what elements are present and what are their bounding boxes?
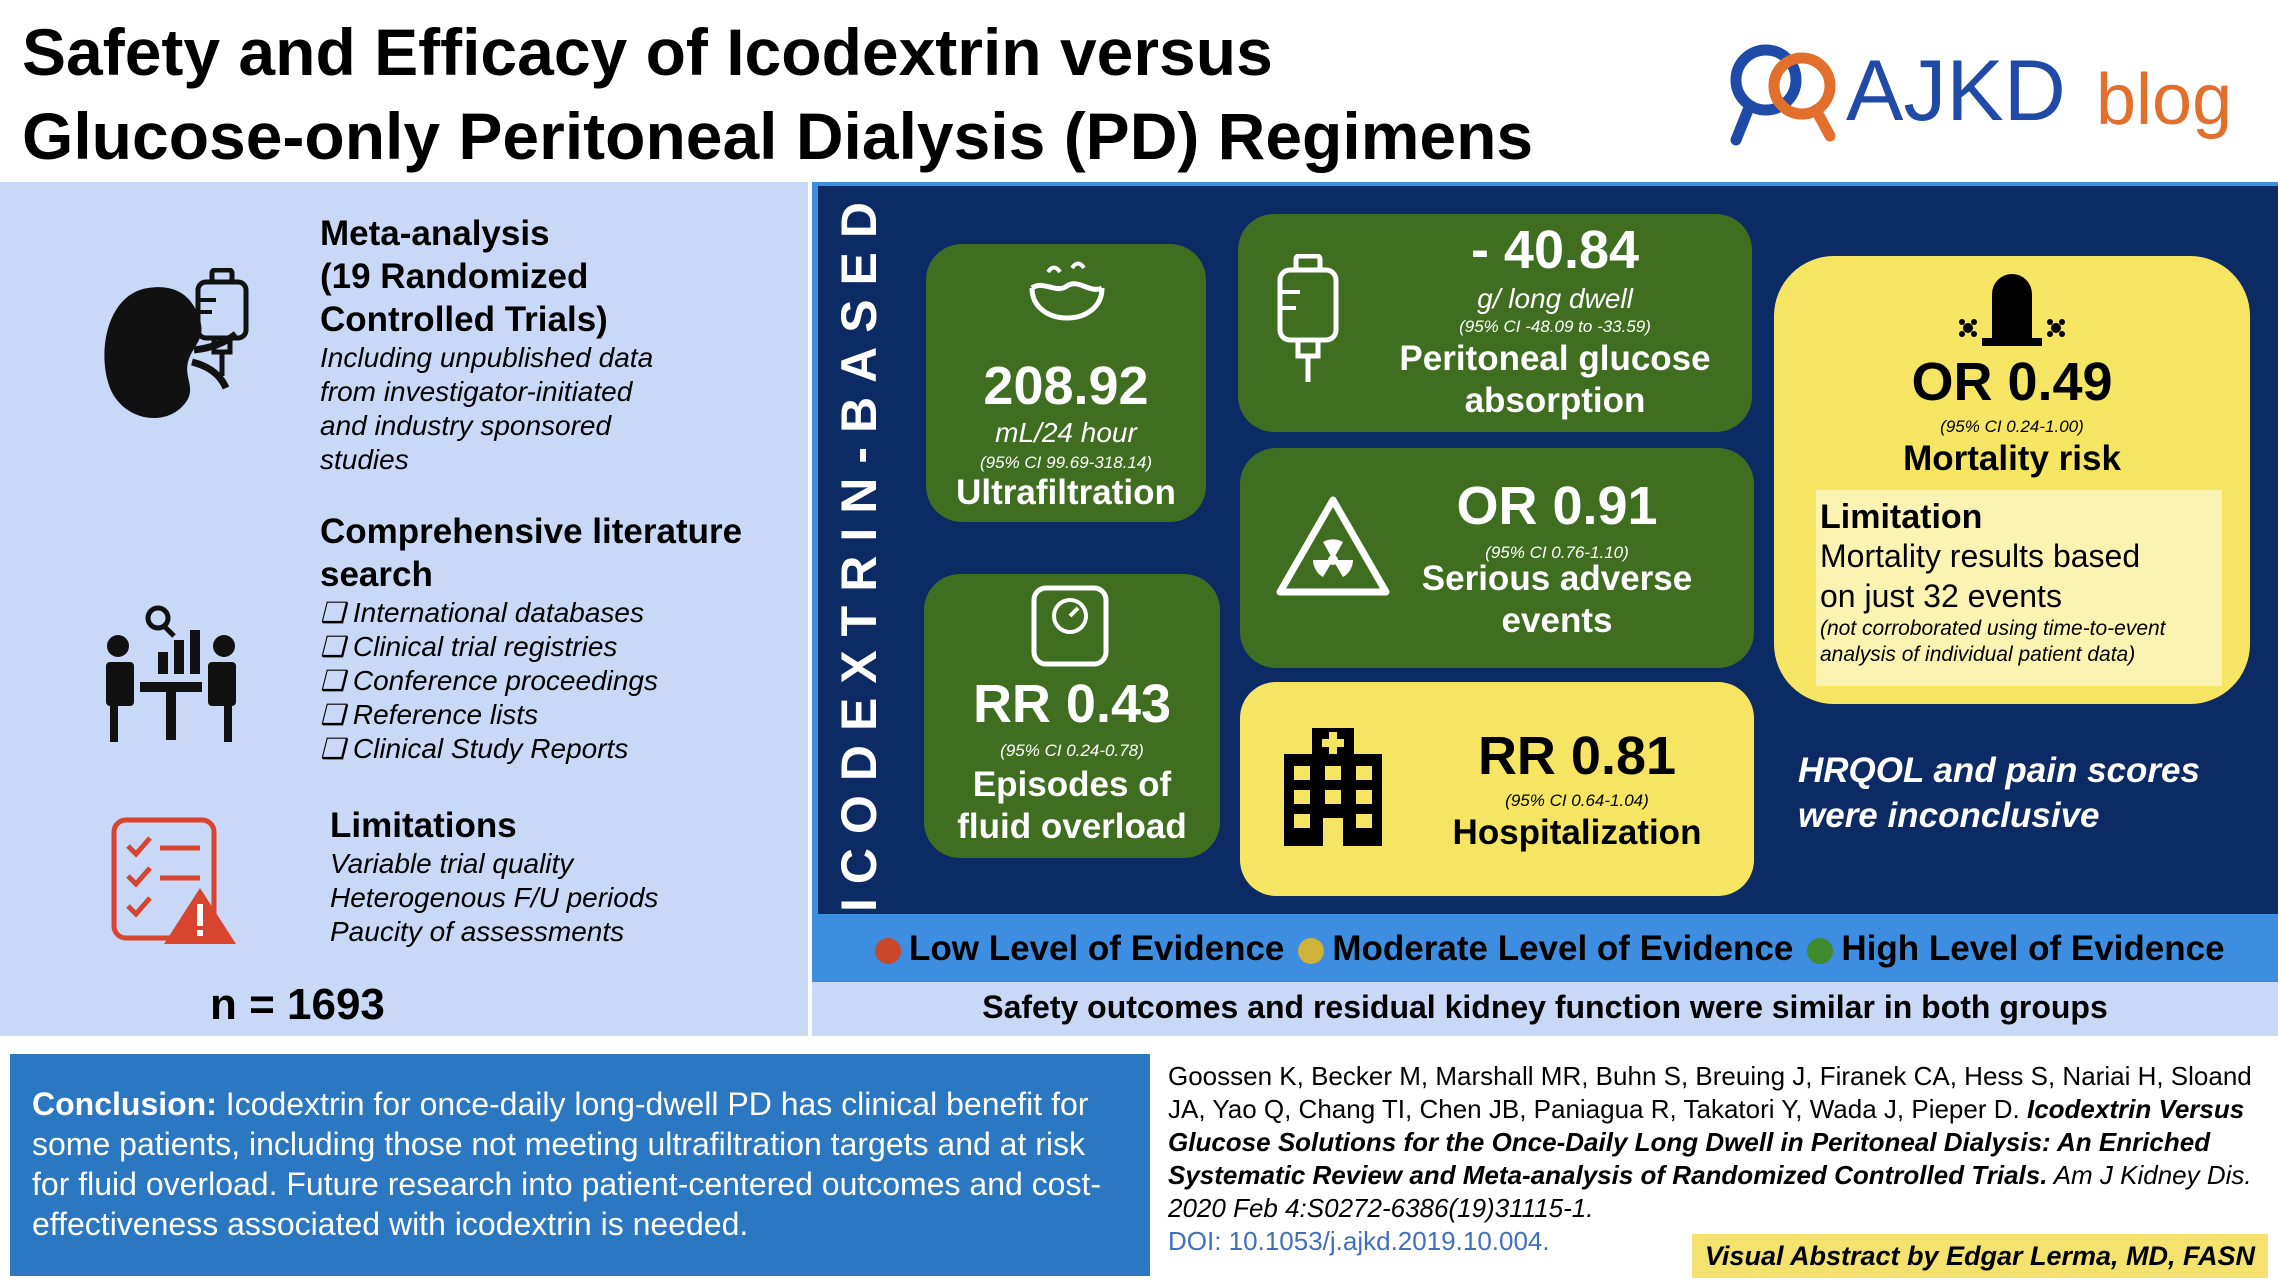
mortality-limitation-line: Mortality results based — [1820, 538, 2141, 574]
meeting-icon — [96, 602, 246, 757]
high-evidence-dot — [1807, 938, 1833, 964]
adverse-ci: (95% CI 0.76-1.10) — [1485, 543, 1629, 562]
glucose-value: - 40.84 — [1470, 220, 1640, 280]
search-block — [320, 510, 800, 766]
legend-label: Low Level of Evidence — [909, 929, 1285, 968]
hospital-icon — [1278, 724, 1388, 848]
search-item: ❑ Clinical Study Reports — [320, 733, 629, 764]
meta-analysis-block — [320, 212, 790, 477]
mortality-limitation-title: Limitation — [1820, 498, 1983, 536]
search-item: ❑ Conference proceedings — [320, 665, 658, 696]
fluid-overload-label-2: fluid overload — [957, 807, 1187, 846]
meta-desc-1: Including unpublished data — [320, 342, 654, 373]
adverse-value: OR 0.91 — [1456, 476, 1658, 536]
limitations-title: Limitations — [330, 806, 517, 845]
fluid-overload-label-1: Episodes of — [972, 765, 1172, 804]
meta-desc-2: from investigator-initiated — [320, 376, 633, 407]
mortality-limitation-note: analysis of individual patient data) — [1820, 643, 2136, 666]
glucose-unit: g/ long dwell — [1477, 283, 1633, 314]
mortality-card — [1774, 256, 2250, 704]
hospitalization-value: RR 0.81 — [1477, 726, 1677, 786]
hospitalization-label: Hospitalization — [1452, 813, 1702, 852]
search-item: ❑ Clinical trial registries — [320, 631, 618, 662]
mortality-ci: (95% CI 0.24-1.00) — [1940, 417, 2084, 436]
glucose-label-2: absorption — [1464, 381, 1646, 420]
meta-title-2: (19 Randomized — [320, 257, 589, 296]
hrqol-line-1: HRQOL and pain scores — [1798, 751, 2200, 790]
legend-item-low — [875, 929, 1284, 969]
legend-label: Moderate Level of Evidence — [1332, 929, 1794, 968]
glucose-absorption-card — [1238, 214, 1752, 432]
citation-authors: Goossen K, Becker M, Marshall MR, Buhn S, Breuing J, Firanek CA, Hess S, Nariai H, Sloand JA, Yao Q, Chang TI, Chen JB, Paniagua R, Takatori Y, Wada J, Pieper D. — [1168, 1061, 2252, 1124]
logo-blog: blog — [2096, 60, 2233, 140]
mortality-label: Mortality risk — [1903, 439, 2121, 478]
page-title — [22, 10, 1702, 178]
meta-title-1: Meta-analysis — [320, 214, 550, 253]
iv-bag-icon — [192, 268, 252, 383]
ultrafiltration-card — [926, 244, 1206, 522]
search-title-1: Comprehensive literature — [320, 512, 743, 551]
limitation-item: Variable trial quality — [330, 848, 574, 879]
ultrafiltration-value: 208.92 — [983, 356, 1149, 416]
legend-label: High Level of Evidence — [1841, 929, 2225, 968]
low-evidence-dot — [875, 938, 901, 964]
ultrafiltration-ci: (95% CI 99.69-318.14) — [980, 453, 1152, 472]
tombstone-icon — [1950, 270, 2074, 346]
sample-size: n = 1693 — [210, 980, 385, 1029]
evidence-legend — [875, 926, 2225, 972]
adverse-events-card — [1240, 448, 1754, 668]
limitation-item: Paucity of assessments — [330, 916, 625, 947]
conclusion-box — [10, 1054, 1150, 1276]
meta-title-3: Controlled Trials) — [320, 300, 608, 339]
mortality-limitation-note: (not corroborated using time-to-event — [1820, 617, 2166, 640]
hrqol-line-2: were inconclusive — [1798, 796, 2100, 835]
citation-journal: Am J Kidney Dis. 2020 Feb 4:S0272-6386(19)31115-1. — [1168, 1160, 2252, 1223]
fluid-overload-ci: (95% CI 0.24-0.78) — [1000, 741, 1144, 760]
logo-mark-icon — [1736, 50, 1830, 140]
hospitalization-card — [1240, 682, 1754, 896]
conclusion-text: Icodextrin for once-daily long-dwell PD has clinical benefit for some patients, including those not meeting ultrafiltration targets and at risk for fluid overload. Future research into patient-centered outcomes and cost-effectiveness associated with icodextrin is needed. — [32, 1086, 1102, 1242]
fluid-overload-value: RR 0.43 — [972, 674, 1172, 734]
weight-scale-icon — [1030, 584, 1110, 668]
search-item: ❑ Reference lists — [320, 699, 539, 730]
conclusion-label: Conclusion: — [32, 1086, 217, 1122]
citation — [1168, 1060, 2268, 1258]
legend-item-high — [1807, 929, 2224, 969]
hospitalization-ci: (95% CI 0.64-1.04) — [1505, 791, 1649, 810]
doi-link[interactable]: DOI: 10.1053/j.ajkd.2019.10.004. — [1168, 1226, 1550, 1256]
icodextrin-based-label — [818, 186, 905, 914]
meta-desc-4: studies — [320, 444, 409, 475]
logo-ajkd: AJKD — [1846, 43, 2066, 139]
visual-abstract-credit: Visual Abstract by Edgar Lerma, MD, FASN — [1692, 1234, 2268, 1278]
ajkd-blog-logo — [1718, 28, 2258, 158]
glucose-ci: (95% CI -48.09 to -33.59) — [1459, 317, 1651, 336]
legend-item-moderate — [1298, 929, 1793, 969]
meta-desc-3: and industry sponsored — [320, 410, 612, 441]
iv-bag-icon — [1274, 254, 1342, 384]
adverse-label-2: events — [1501, 601, 1613, 640]
search-item: ❑ International databases — [320, 597, 644, 628]
glucose-label-1: Peritoneal glucose — [1399, 339, 1711, 378]
ultrafiltration-label: Ultrafiltration — [956, 473, 1176, 512]
water-bowl-icon — [1026, 254, 1108, 346]
vertical-label-text: ICODEXTRIN-BASED — [831, 187, 887, 913]
adverse-label-1: Serious adverse — [1421, 559, 1693, 598]
hrqol-note — [1798, 748, 2258, 838]
ultrafiltration-unit: mL/24 hour — [995, 417, 1137, 448]
moderate-evidence-dot — [1298, 938, 1324, 964]
limitation-item: Heterogenous F/U periods — [330, 882, 659, 913]
mortality-limitation-line: on just 32 events — [1820, 578, 2062, 614]
citation-title: Icodextrin Versus Glucose Solutions for the Once-Daily Long Dwell in Peritoneal Dialysis: An Enriched Systematic Review and Meta-analysis of Randomized Controlled Trials. — [1168, 1094, 2245, 1190]
search-title-2: search — [320, 555, 433, 594]
title-line-2: Glucose-only Peritoneal Dialysis (PD) Regimens — [22, 99, 1534, 173]
mortality-value: OR 0.49 — [1911, 352, 2113, 412]
limitations-block — [330, 804, 790, 949]
safety-note: Safety outcomes and residual kidney function were similar in both groups — [982, 989, 2108, 1025]
title-line-1: Safety and Efficacy of Icodextrin versus — [22, 15, 1273, 89]
checklist-warning-icon — [110, 816, 240, 951]
fluid-overload-card — [924, 574, 1220, 858]
mortality-limitation-box — [1816, 490, 2222, 686]
